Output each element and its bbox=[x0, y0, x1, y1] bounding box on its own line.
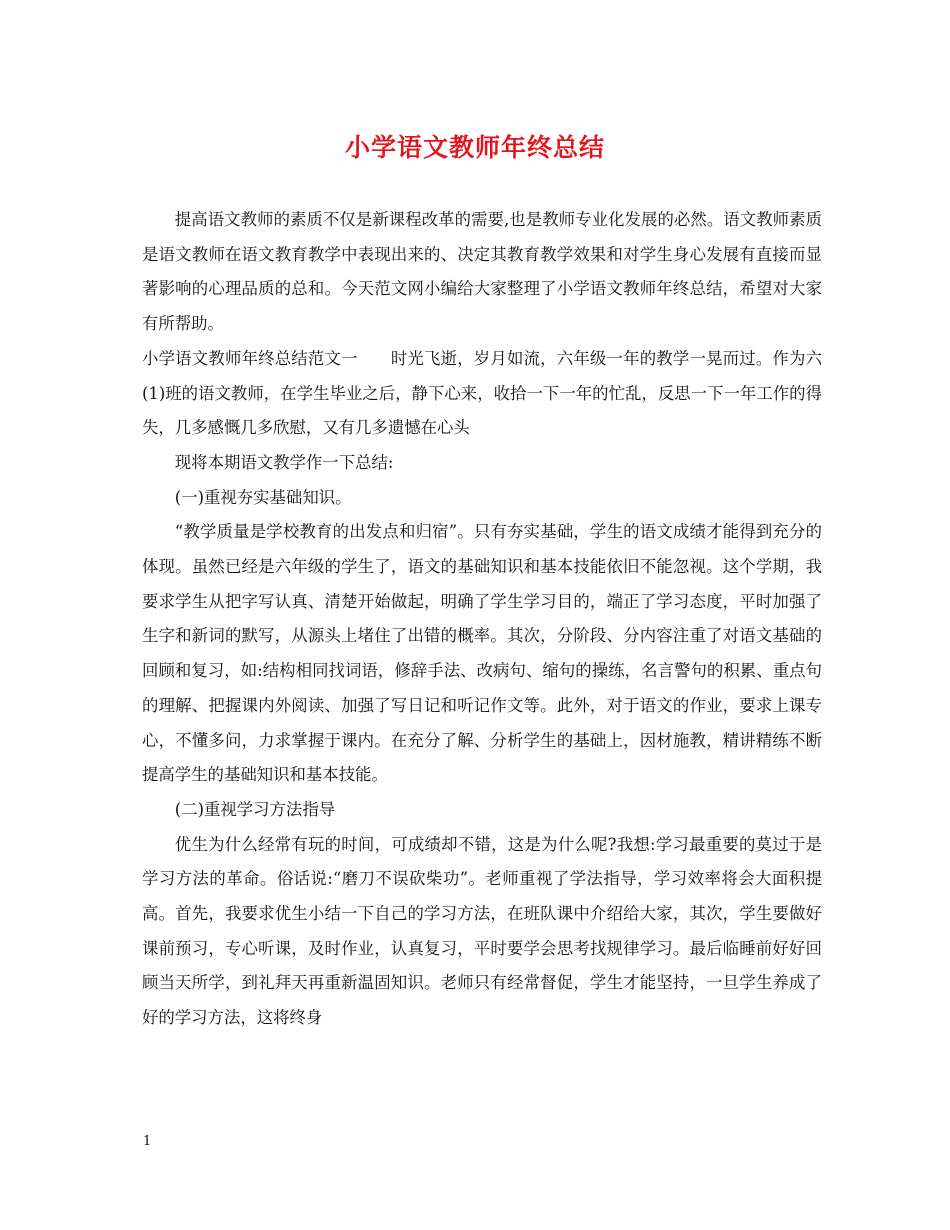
paragraph-intro: 提高语文教师的素质不仅是新课程改革的需要,也是教师专业化发展的必然。语文教师素质是语文教师在语文教育教学中表现出来的、决定其教育教学效果和对学生身心发展有直接而显著影响的心理品质的总和。今天范文网小编给大家整理了小学语文教师年终总结，希望对大家有所帮助。 bbox=[142, 210, 822, 334]
page-number: 1 bbox=[143, 1134, 152, 1149]
paragraph-basics: “教学质量是学校教育的出发点和归宿”。只有夯实基础，学生的语文成绩才能得到充分的体现。虽然已经是六年级的学生了，语文的基础知识和基本技能依旧不能忽视。这个学期，我要求学生从把字写认真、清楚开始做起，明确了学生学习目的，端正了学习态度，平时加强了生字和新词的默写，从源头上堵住了出错的概率。其次，分阶段、分内容注重了对语文基础的回顾和复习，如:结构相同找词语，修辞手法、改病句、缩句的操练，名言警句的积累、重点句的理解、把握课内外阅读、加强了写日记和听记作文等。此外，对于语文的作业，要求上课专心，不懂多问，力求掌握于课内。在充分了解、分析学生的基础上，因材施教，精讲精练不断提高学生的基础知识和基本技能。 bbox=[142, 522, 822, 785]
document-title: 小学语文教师年终总结 bbox=[344, 133, 605, 162]
document-body bbox=[142, 203, 822, 1036]
paragraph-sample-one: 小学语文教师年终总结范文一 时光飞逝，岁月如流，六年级一年的教学一晃而过。作为六(1)班的语文教师，在学生毕业之后，静下心来，收拾一下一年的忙乱，反思一下一年工作的得失，几多感慨几多欣慰，又有几多遗憾在心头 bbox=[142, 348, 822, 438]
paragraph-methods: 优生为什么经常有玩的时间，可成绩却不错，这是为什么呢?我想:学习最重要的莫过于是学习方法的革命。俗话说:“磨刀不误砍柴功”。老师重视了学法指导，学习效率将会大面积提高。首先，我要求优生小结一下自己的学习方法，在班队课中介绍给大家，其次，学生要做好课前预习，专心听课，及时作业，认真复习，平时要学会思考找规律学习。最后临睡前好好回顾当天所学，到礼拜天再重新温固知识。老师只有经常督促，学生才能坚持，一旦学生养成了好的学习方法，这将终身 bbox=[142, 834, 822, 1028]
section-heading-2: (二)重视学习方法指导 bbox=[174, 799, 336, 819]
section-heading-1: (一)重视夯实基础知识。 bbox=[174, 487, 352, 507]
paragraph-summary-lead: 现将本期语文教学作一下总结: bbox=[174, 452, 394, 472]
